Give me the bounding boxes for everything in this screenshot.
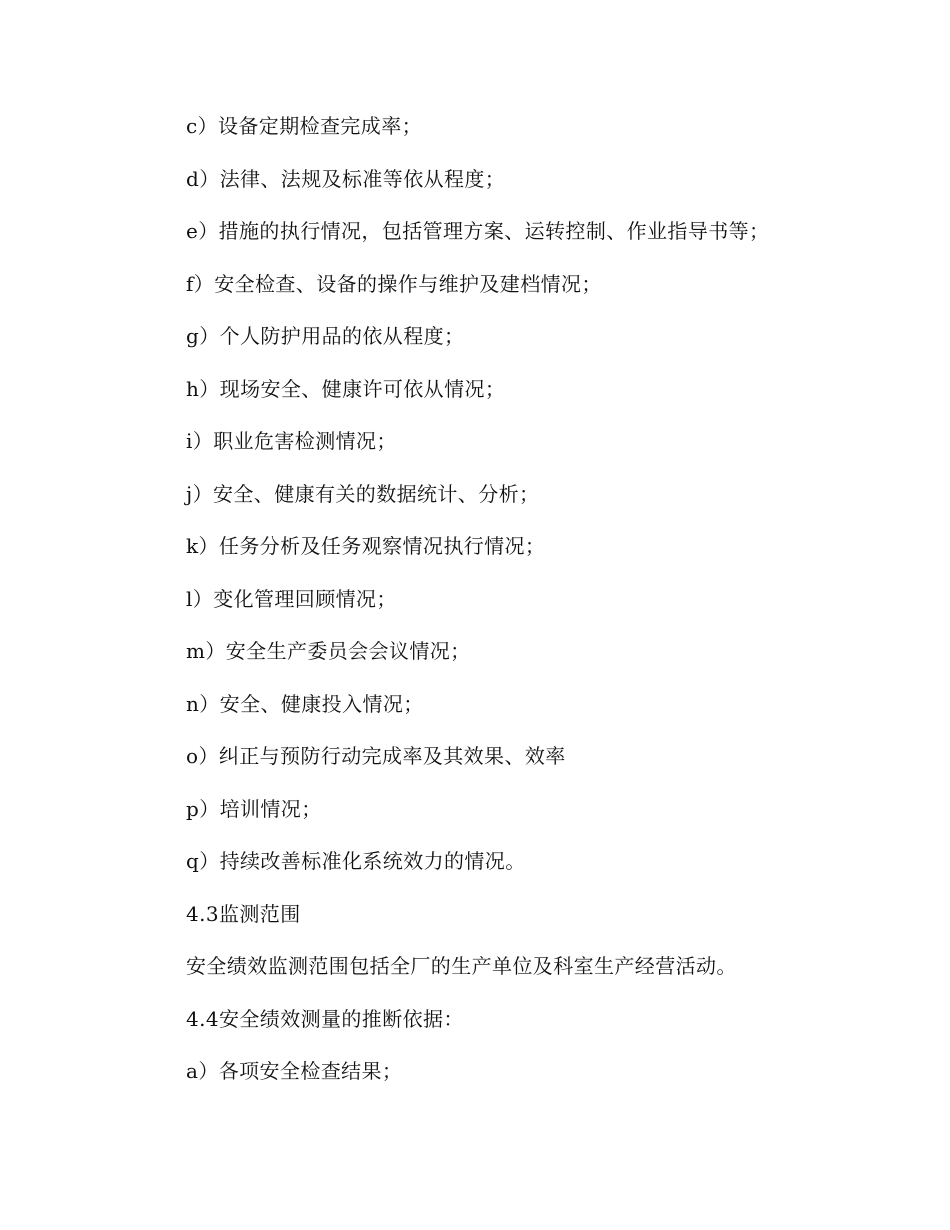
list-item-j: j）安全、健康有关的数据统计、分析； xyxy=(186,481,540,506)
list-item-o: o）纠正与预防行动完成率及其效果、效率 xyxy=(186,744,566,768)
section-heading-4-3: 4.3监测范围 xyxy=(186,901,301,926)
list-item-p: p）培训情况； xyxy=(186,796,322,821)
list-item-m: m）安全生产委员会会议情况； xyxy=(186,639,471,663)
list-item-e: e）措施的执行情况，包括管理方案、运转控制、作业指导书等； xyxy=(186,219,770,243)
list-item-n: n）安全、健康投入情况； xyxy=(186,691,424,716)
list-item-d: d）法律、法规及标准等依从程度； xyxy=(186,166,506,191)
list-item-c: c）设备定期检查完成率； xyxy=(186,114,423,138)
list-item-g: g）个人防护用品的依从程度； xyxy=(186,324,465,348)
list-item-q: q）持续改善标准化系统效力的情况。 xyxy=(186,849,526,873)
list-item-l: l）变化管理回顾情况； xyxy=(186,586,397,611)
list-item-k: k）任务分析及任务观察情况执行情况； xyxy=(186,534,546,558)
list-item-a: a）各项安全检查结果； xyxy=(186,1059,403,1083)
list-item-i: i）职业危害检测情况； xyxy=(186,429,397,453)
section-heading-4-4: 4.4安全绩效测量的推断依据： xyxy=(186,1006,464,1031)
list-item-f: f）安全检查、设备的操作与维护及建档情况； xyxy=(186,271,602,296)
paragraph-monitoring-scope: 安全绩效监测范围包括全厂的生产单位及科室生产经营活动。 xyxy=(186,954,737,978)
list-item-h: h）现场安全、健康许可依从情况； xyxy=(186,376,506,401)
document-body xyxy=(186,111,826,1109)
